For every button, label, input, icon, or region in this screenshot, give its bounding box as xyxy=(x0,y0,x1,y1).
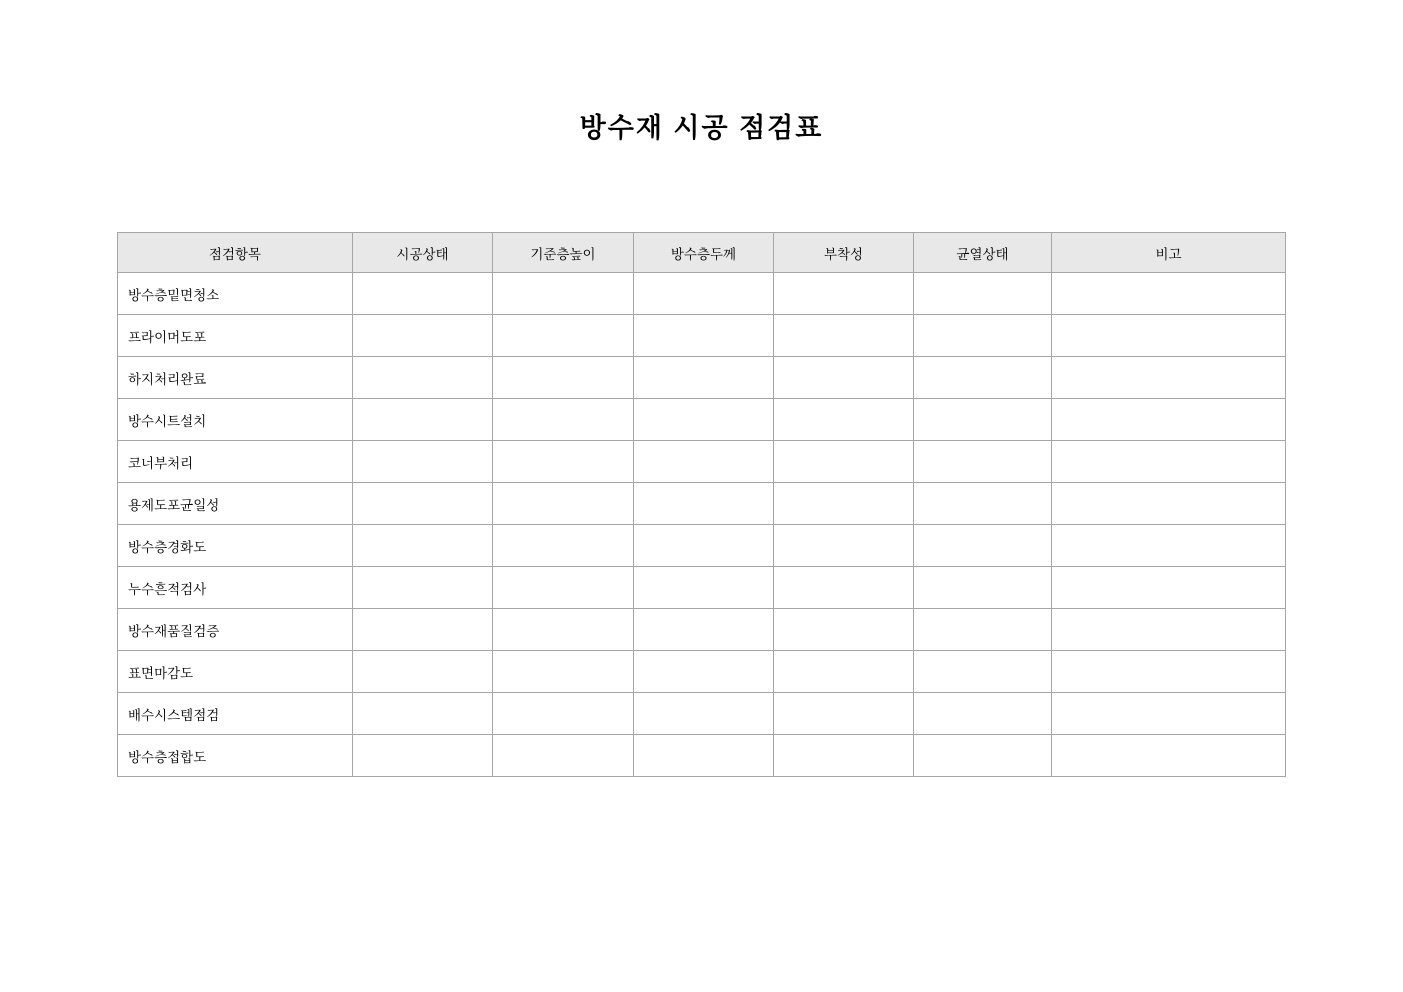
table-row xyxy=(118,735,1286,777)
cell-construction-state[interactable] xyxy=(353,651,493,693)
table-row xyxy=(118,525,1286,567)
cell-remarks[interactable] xyxy=(1052,525,1286,567)
checklist-table xyxy=(117,232,1286,777)
table-row xyxy=(118,357,1286,399)
cell-adhesion[interactable] xyxy=(774,567,914,609)
cell-standard-floor-height[interactable] xyxy=(493,609,634,651)
row-item-label: 프라이머도포 xyxy=(118,315,353,357)
row-item-label: 방수층밑면청소 xyxy=(118,273,353,315)
table-body xyxy=(118,273,1286,777)
cell-waterproof-layer-thickness[interactable] xyxy=(634,315,774,357)
cell-construction-state[interactable] xyxy=(353,441,493,483)
cell-standard-floor-height[interactable] xyxy=(493,567,634,609)
cell-waterproof-layer-thickness[interactable] xyxy=(634,693,774,735)
cell-adhesion[interactable] xyxy=(774,441,914,483)
cell-adhesion[interactable] xyxy=(774,399,914,441)
cell-crack-state[interactable] xyxy=(914,441,1052,483)
cell-waterproof-layer-thickness[interactable] xyxy=(634,441,774,483)
cell-construction-state[interactable] xyxy=(353,525,493,567)
cell-construction-state[interactable] xyxy=(353,735,493,777)
row-item-label: 방수재품질검증 xyxy=(118,609,353,651)
cell-remarks[interactable] xyxy=(1052,609,1286,651)
cell-adhesion[interactable] xyxy=(774,693,914,735)
cell-remarks[interactable] xyxy=(1052,315,1286,357)
cell-crack-state[interactable] xyxy=(914,525,1052,567)
column-header-crack-state: 균열상태 xyxy=(914,233,1052,273)
cell-crack-state[interactable] xyxy=(914,651,1052,693)
cell-waterproof-layer-thickness[interactable] xyxy=(634,399,774,441)
table-row xyxy=(118,567,1286,609)
cell-standard-floor-height[interactable] xyxy=(493,651,634,693)
cell-remarks[interactable] xyxy=(1052,651,1286,693)
cell-adhesion[interactable] xyxy=(774,483,914,525)
cell-adhesion[interactable] xyxy=(774,609,914,651)
column-header-item: 점검항목 xyxy=(118,233,353,273)
table-row xyxy=(118,483,1286,525)
table-row xyxy=(118,441,1286,483)
cell-construction-state[interactable] xyxy=(353,357,493,399)
cell-waterproof-layer-thickness[interactable] xyxy=(634,651,774,693)
row-item-label: 방수시트설치 xyxy=(118,399,353,441)
table-row xyxy=(118,273,1286,315)
cell-construction-state[interactable] xyxy=(353,609,493,651)
table-row xyxy=(118,609,1286,651)
cell-adhesion[interactable] xyxy=(774,735,914,777)
cell-waterproof-layer-thickness[interactable] xyxy=(634,735,774,777)
cell-crack-state[interactable] xyxy=(914,399,1052,441)
column-header-remarks: 비고 xyxy=(1052,233,1286,273)
cell-standard-floor-height[interactable] xyxy=(493,525,634,567)
checklist-table-container xyxy=(117,232,1285,777)
cell-waterproof-layer-thickness[interactable] xyxy=(634,357,774,399)
table-row xyxy=(118,399,1286,441)
row-item-label: 하지처리완료 xyxy=(118,357,353,399)
cell-remarks[interactable] xyxy=(1052,483,1286,525)
cell-crack-state[interactable] xyxy=(914,693,1052,735)
table-header xyxy=(118,233,1286,273)
cell-standard-floor-height[interactable] xyxy=(493,693,634,735)
cell-adhesion[interactable] xyxy=(774,651,914,693)
cell-crack-state[interactable] xyxy=(914,315,1052,357)
cell-construction-state[interactable] xyxy=(353,315,493,357)
table-row xyxy=(118,693,1286,735)
row-item-label: 방수층접합도 xyxy=(118,735,353,777)
cell-standard-floor-height[interactable] xyxy=(493,483,634,525)
row-item-label: 배수시스템점검 xyxy=(118,693,353,735)
cell-standard-floor-height[interactable] xyxy=(493,399,634,441)
row-item-label: 누수흔적검사 xyxy=(118,567,353,609)
cell-waterproof-layer-thickness[interactable] xyxy=(634,567,774,609)
column-header-construction-state: 시공상태 xyxy=(353,233,493,273)
cell-standard-floor-height[interactable] xyxy=(493,441,634,483)
cell-standard-floor-height[interactable] xyxy=(493,273,634,315)
cell-remarks[interactable] xyxy=(1052,567,1286,609)
column-header-adhesion: 부착성 xyxy=(774,233,914,273)
cell-construction-state[interactable] xyxy=(353,483,493,525)
cell-waterproof-layer-thickness[interactable] xyxy=(634,525,774,567)
cell-crack-state[interactable] xyxy=(914,273,1052,315)
cell-crack-state[interactable] xyxy=(914,609,1052,651)
table-row xyxy=(118,315,1286,357)
cell-standard-floor-height[interactable] xyxy=(493,357,634,399)
cell-waterproof-layer-thickness[interactable] xyxy=(634,483,774,525)
cell-waterproof-layer-thickness[interactable] xyxy=(634,609,774,651)
cell-adhesion[interactable] xyxy=(774,273,914,315)
cell-remarks[interactable] xyxy=(1052,693,1286,735)
cell-standard-floor-height[interactable] xyxy=(493,735,634,777)
cell-remarks[interactable] xyxy=(1052,735,1286,777)
cell-construction-state[interactable] xyxy=(353,567,493,609)
cell-standard-floor-height[interactable] xyxy=(493,315,634,357)
row-item-label: 코너부처리 xyxy=(118,441,353,483)
cell-crack-state[interactable] xyxy=(914,483,1052,525)
row-item-label: 표면마감도 xyxy=(118,651,353,693)
cell-remarks[interactable] xyxy=(1052,441,1286,483)
cell-construction-state[interactable] xyxy=(353,273,493,315)
table-header-row xyxy=(118,233,1286,273)
page-title: 방수재 시공 점검표 xyxy=(579,113,824,143)
cell-crack-state[interactable] xyxy=(914,357,1052,399)
table-row xyxy=(118,651,1286,693)
cell-remarks[interactable] xyxy=(1052,399,1286,441)
cell-crack-state[interactable] xyxy=(914,735,1052,777)
cell-remarks[interactable] xyxy=(1052,273,1286,315)
row-item-label: 용제도포균일성 xyxy=(118,483,353,525)
column-header-standard-floor-height: 기준층높이 xyxy=(493,233,634,273)
cell-waterproof-layer-thickness[interactable] xyxy=(634,273,774,315)
column-header-waterproof-layer-thickness: 방수층두께 xyxy=(634,233,774,273)
cell-remarks[interactable] xyxy=(1052,357,1286,399)
cell-construction-state[interactable] xyxy=(353,693,493,735)
cell-construction-state[interactable] xyxy=(353,399,493,441)
cell-adhesion[interactable] xyxy=(774,315,914,357)
row-item-label: 방수층경화도 xyxy=(118,525,353,567)
cell-adhesion[interactable] xyxy=(774,525,914,567)
cell-adhesion[interactable] xyxy=(774,357,914,399)
cell-crack-state[interactable] xyxy=(914,567,1052,609)
